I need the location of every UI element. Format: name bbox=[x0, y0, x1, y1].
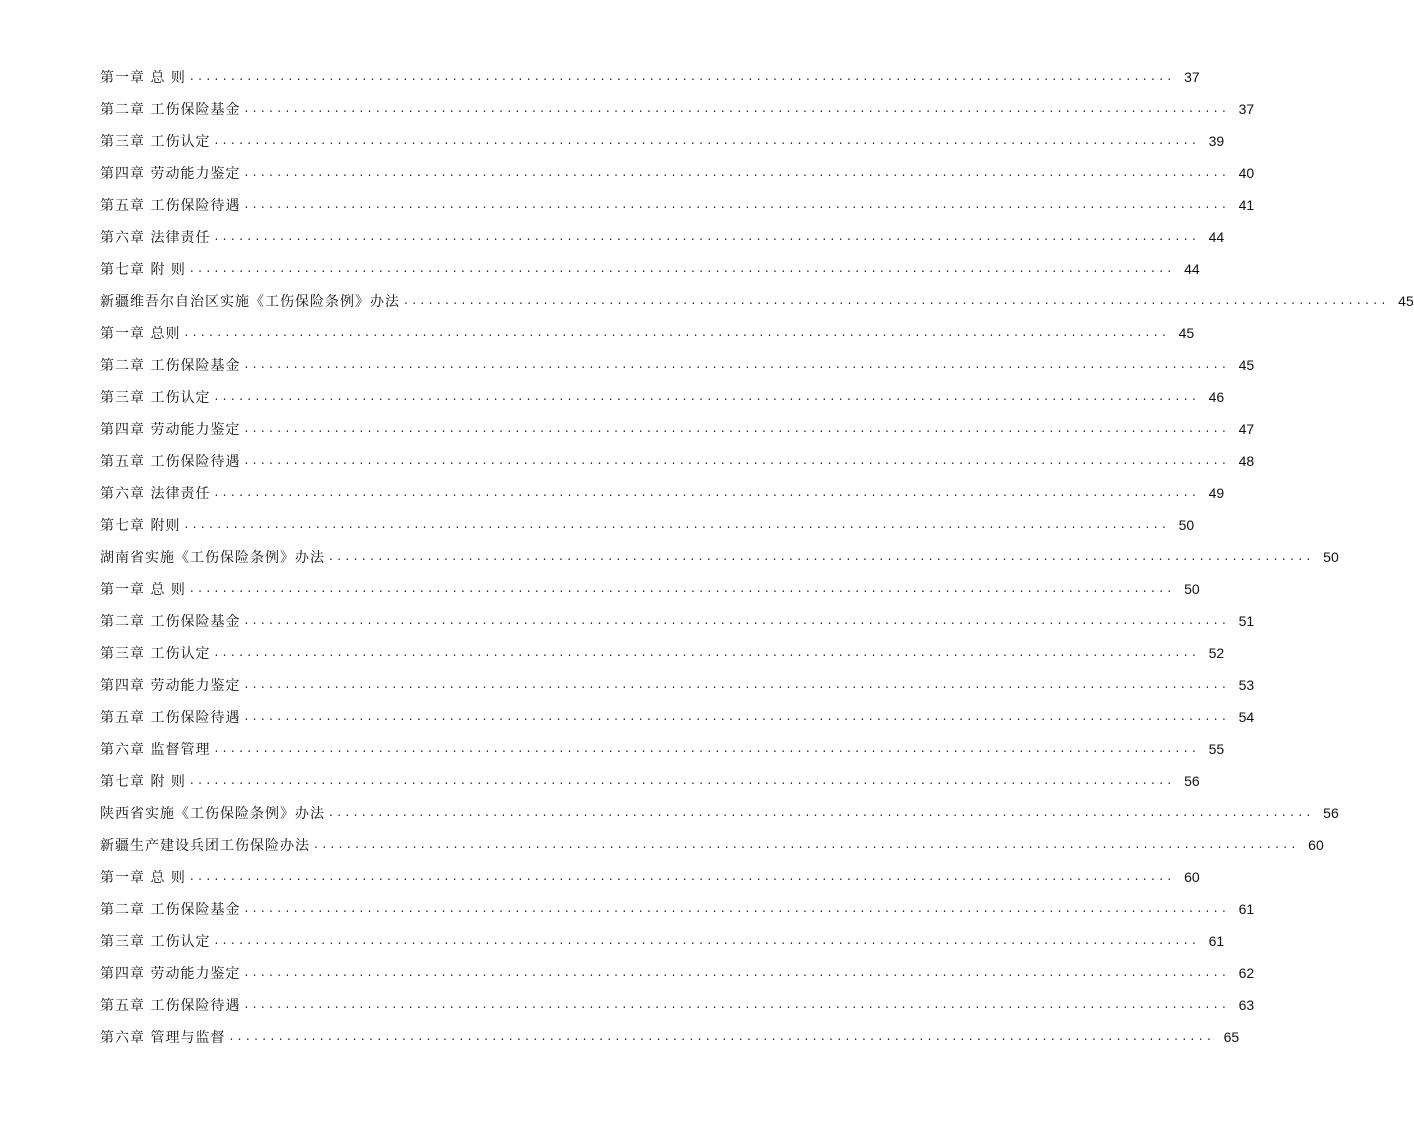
toc-dot-leader: ........................................................................................................................ bbox=[214, 741, 1201, 755]
toc-entry-page-number: 60 bbox=[1184, 869, 1200, 885]
toc-entry[interactable] bbox=[100, 701, 1255, 733]
toc-entry[interactable] bbox=[100, 861, 1200, 893]
toc-entry-title: 第四章 劳动能力鉴定 bbox=[100, 678, 241, 694]
toc-entry[interactable] bbox=[100, 605, 1255, 637]
toc-dot-leader: ........................................................................................................................ bbox=[229, 1029, 1216, 1043]
toc-entry[interactable] bbox=[100, 477, 1225, 509]
toc-entry[interactable] bbox=[100, 989, 1255, 1021]
toc-entry-title: 第一章 总 则 bbox=[100, 870, 186, 886]
toc-dot-leader: ........................................................................................................................ bbox=[244, 677, 1231, 691]
toc-entry-title: 新疆生产建设兵团工伤保险办法 bbox=[100, 838, 310, 854]
toc-entry-title: 第五章 工伤保险待遇 bbox=[100, 198, 241, 214]
toc-entry-page-number: 63 bbox=[1238, 997, 1255, 1013]
toc-entry-page-number: 50 bbox=[1323, 549, 1339, 565]
toc-entry[interactable] bbox=[100, 157, 1255, 189]
toc-dot-leader: ........................................................................................................................ bbox=[244, 613, 1231, 627]
toc-entry-page-number: 37 bbox=[1238, 101, 1255, 117]
toc-dot-leader: ........................................................................................................................ bbox=[314, 837, 1300, 851]
toc-entry-title: 第一章 总则 bbox=[100, 326, 181, 342]
toc-entry-title: 第二章 工伤保险基金 bbox=[100, 102, 241, 118]
toc-entry-page-number: 61 bbox=[1208, 933, 1225, 949]
toc-entry[interactable] bbox=[100, 93, 1255, 125]
toc-dot-leader: ........................................................................................................................ bbox=[214, 229, 1201, 243]
toc-dot-leader: ........................................................................................................................ bbox=[244, 165, 1231, 179]
toc-dot-leader: ........................................................................................................................ bbox=[214, 645, 1201, 659]
toc-dot-leader: ........................................................................................................................ bbox=[184, 517, 1171, 531]
toc-entry-page-number: 40 bbox=[1238, 165, 1255, 181]
toc-dot-leader: ........................................................................................................................ bbox=[244, 997, 1231, 1011]
toc-entry[interactable] bbox=[100, 125, 1225, 157]
toc-entry-title: 陕西省实施《工伤保险条例》办法 bbox=[100, 806, 325, 822]
toc-entry[interactable] bbox=[100, 669, 1255, 701]
toc-entry[interactable] bbox=[100, 381, 1225, 413]
toc-dot-leader: ........................................................................................................................ bbox=[244, 357, 1231, 371]
toc-entry-page-number: 46 bbox=[1208, 389, 1225, 405]
toc-entry-title: 第六章 管理与监督 bbox=[100, 1030, 226, 1046]
toc-entry-page-number: 39 bbox=[1208, 133, 1225, 149]
toc-dot-leader: ........................................................................................................................ bbox=[244, 197, 1231, 211]
toc-entry-title: 第七章 附则 bbox=[100, 518, 181, 534]
toc-entry[interactable] bbox=[100, 221, 1225, 253]
toc-entry-page-number: 45 bbox=[1238, 357, 1255, 373]
toc-dot-leader: ........................................................................................................................ bbox=[214, 485, 1201, 499]
toc-entry-page-number: 62 bbox=[1238, 965, 1255, 981]
toc-entry[interactable] bbox=[100, 189, 1255, 221]
toc-dot-leader: ........................................................................................................................ bbox=[189, 869, 1176, 883]
toc-entry-page-number: 47 bbox=[1238, 421, 1255, 437]
toc-entry-title: 第五章 工伤保险待遇 bbox=[100, 454, 241, 470]
toc-dot-leader: ........................................................................................................................ bbox=[404, 293, 1390, 307]
toc-dot-leader: ........................................................................................................................ bbox=[244, 709, 1231, 723]
toc-entry-title: 第一章 总 则 bbox=[100, 70, 186, 86]
toc-entry-page-number: 45 bbox=[1178, 325, 1195, 341]
toc-entry-page-number: 56 bbox=[1184, 773, 1200, 789]
toc-entry-title: 第二章 工伤保险基金 bbox=[100, 902, 241, 918]
toc-entry[interactable] bbox=[100, 413, 1255, 445]
toc-entry-page-number: 44 bbox=[1208, 229, 1225, 245]
toc-entry-page-number: 56 bbox=[1323, 805, 1339, 821]
toc-entry[interactable] bbox=[100, 285, 1414, 317]
toc-dot-leader: ........................................................................................................................ bbox=[189, 261, 1176, 275]
toc-entry-title: 第二章 工伤保险基金 bbox=[100, 358, 241, 374]
toc-entry-page-number: 51 bbox=[1238, 613, 1255, 629]
toc-entry-title: 第四章 劳动能力鉴定 bbox=[100, 166, 241, 182]
toc-entry-title: 第二章 工伤保险基金 bbox=[100, 614, 241, 630]
toc-entry-page-number: 49 bbox=[1208, 485, 1225, 501]
toc-entry-title: 第七章 附 则 bbox=[100, 774, 186, 790]
toc-dot-leader: ........................................................................................................................ bbox=[189, 773, 1176, 787]
toc-entry-page-number: 53 bbox=[1238, 677, 1255, 693]
toc-entry-title: 第六章 法律责任 bbox=[100, 486, 211, 502]
toc-entry-title: 第六章 法律责任 bbox=[100, 230, 211, 246]
toc-entry-title: 新疆维吾尔自治区实施《工伤保险条例》办法 bbox=[100, 294, 400, 310]
toc-entry-page-number: 37 bbox=[1184, 69, 1200, 85]
toc-entry-page-number: 50 bbox=[1178, 517, 1195, 533]
toc-dot-leader: ........................................................................................................................ bbox=[329, 805, 1315, 819]
toc-dot-leader: ........................................................................................................................ bbox=[214, 133, 1201, 147]
toc-entry-page-number: 41 bbox=[1238, 197, 1255, 213]
toc-entry-page-number: 50 bbox=[1184, 581, 1200, 597]
toc-entry-page-number: 55 bbox=[1208, 741, 1225, 757]
toc-entry[interactable] bbox=[100, 541, 1339, 573]
toc-entry[interactable] bbox=[100, 829, 1324, 861]
toc-entry[interactable] bbox=[100, 637, 1225, 669]
toc-entry-page-number: 45 bbox=[1398, 293, 1414, 309]
toc-entry-page-number: 60 bbox=[1308, 837, 1324, 853]
toc-entry-title: 第三章 工伤认定 bbox=[100, 934, 211, 950]
table-of-contents bbox=[100, 61, 1414, 1053]
toc-entry[interactable] bbox=[100, 445, 1255, 477]
toc-entry[interactable] bbox=[100, 765, 1200, 797]
toc-entry[interactable] bbox=[100, 893, 1255, 925]
toc-dot-leader: ........................................................................................................................ bbox=[244, 453, 1231, 467]
toc-entry-title: 湖南省实施《工伤保险条例》办法 bbox=[100, 550, 325, 566]
toc-dot-leader: ........................................................................................................................ bbox=[184, 325, 1171, 339]
toc-entry-title: 第五章 工伤保险待遇 bbox=[100, 710, 241, 726]
toc-entry-page-number: 54 bbox=[1238, 709, 1255, 725]
toc-dot-leader: ........................................................................................................................ bbox=[214, 933, 1201, 947]
toc-dot-leader: ........................................................................................................................ bbox=[244, 421, 1231, 435]
toc-entry[interactable] bbox=[100, 957, 1255, 989]
toc-entry[interactable] bbox=[100, 61, 1200, 93]
toc-entry-page-number: 44 bbox=[1184, 261, 1200, 277]
toc-entry[interactable] bbox=[100, 1021, 1240, 1053]
toc-entry-page-number: 61 bbox=[1238, 901, 1255, 917]
toc-entry-title: 第六章 监督管理 bbox=[100, 742, 211, 758]
toc-entry-title: 第一章 总 则 bbox=[100, 582, 186, 598]
toc-dot-leader: ........................................................................................................................ bbox=[189, 69, 1176, 83]
toc-dot-leader: ........................................................................................................................ bbox=[214, 389, 1201, 403]
toc-entry[interactable] bbox=[100, 573, 1200, 605]
toc-entry-page-number: 48 bbox=[1238, 453, 1255, 469]
toc-entry-title: 第三章 工伤认定 bbox=[100, 646, 211, 662]
toc-entry-title: 第四章 劳动能力鉴定 bbox=[100, 966, 241, 982]
toc-dot-leader: ........................................................................................................................ bbox=[189, 581, 1176, 595]
toc-entry[interactable] bbox=[100, 509, 1195, 541]
toc-entry-title: 第五章 工伤保险待遇 bbox=[100, 998, 241, 1014]
toc-entry[interactable] bbox=[100, 797, 1339, 829]
toc-entry-page-number: 52 bbox=[1208, 645, 1225, 661]
toc-entry[interactable] bbox=[100, 925, 1225, 957]
toc-entry[interactable] bbox=[100, 317, 1195, 349]
toc-entry-title: 第三章 工伤认定 bbox=[100, 390, 211, 406]
toc-entry[interactable] bbox=[100, 349, 1255, 381]
toc-entry-page-number: 65 bbox=[1223, 1029, 1240, 1045]
toc-dot-leader: ........................................................................................................................ bbox=[329, 549, 1315, 563]
toc-dot-leader: ........................................................................................................................ bbox=[244, 101, 1231, 115]
toc-dot-leader: ........................................................................................................................ bbox=[244, 965, 1231, 979]
toc-entry-title: 第三章 工伤认定 bbox=[100, 134, 211, 150]
toc-entry[interactable] bbox=[100, 253, 1200, 285]
toc-entry-title: 第七章 附 则 bbox=[100, 262, 186, 278]
toc-entry-title: 第四章 劳动能力鉴定 bbox=[100, 422, 241, 438]
toc-dot-leader: ........................................................................................................................ bbox=[244, 901, 1231, 915]
toc-entry[interactable] bbox=[100, 733, 1225, 765]
